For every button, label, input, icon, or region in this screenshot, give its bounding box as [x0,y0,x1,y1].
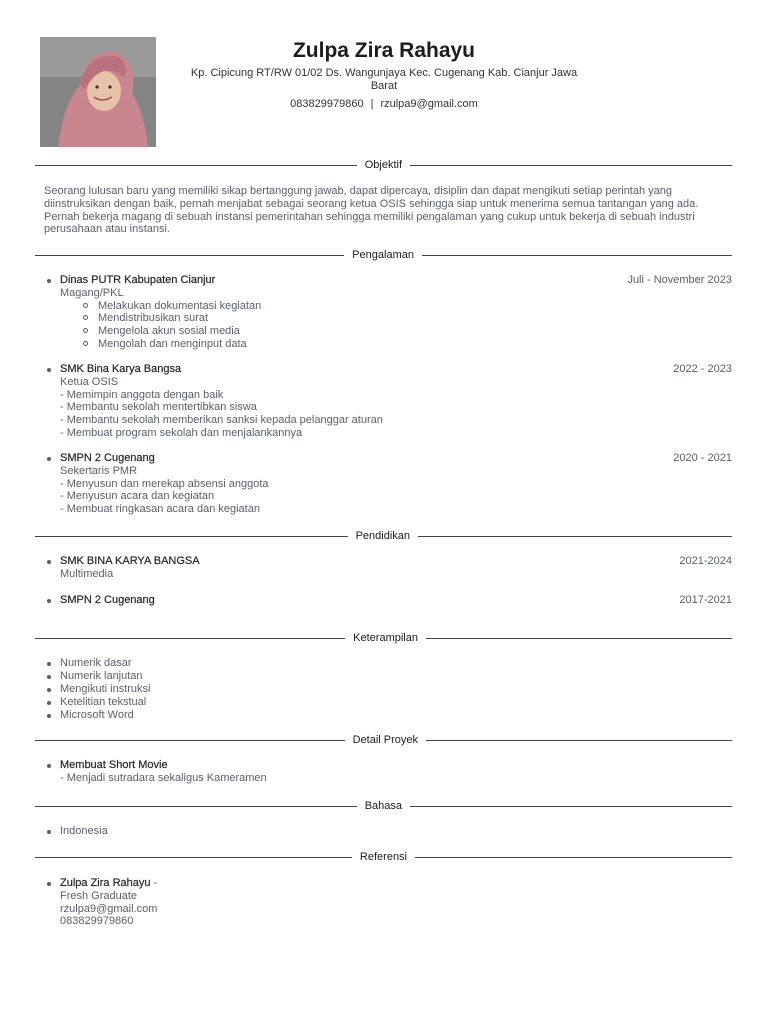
experience-date: 2020 - 2021 [673,452,732,464]
section-title: Referensi [359,851,407,863]
skill-item: Ketelitian tekstual [44,696,732,709]
experience-task: Mengolah dan menginput data [82,338,732,351]
education-school: SMPN 2 Cugenang [60,594,155,606]
experience-item [44,452,732,516]
experience-task: - Menyusun dan merekap absensi anggota [60,477,269,490]
section-referensi [35,850,732,864]
education-date: 2021-2024 [679,555,732,567]
experience-task: - Membantu sekolah mentertibkan siswa [60,401,257,414]
experience-task: - Membuat ringkasan acara dan kegiatan [60,503,260,516]
skills-list [44,657,732,722]
experience-org: SMK Bina Karya Bangsa [60,363,182,375]
education-major: Multimedia [60,567,114,580]
experience-role: Magang/PKL [60,286,124,299]
full-name: Zulpa Zira Rahayu [292,39,476,62]
experience-item [44,274,732,351]
profile-photo [40,37,156,147]
skill-item: Mengikuti instruksi [44,683,732,696]
education-date: 2017-2021 [679,594,732,606]
experience-role: Ketua OSIS [60,375,119,388]
skill-item: Microsoft Word [44,709,732,722]
project-title: Membuat Short Movie [60,759,168,771]
section-pengalaman [35,248,732,262]
section-title: Pendidikan [355,530,410,542]
experience-task: - Membuat program sekolah dan menjalankannya [60,426,303,439]
experience-org: SMPN 2 Cugenang [60,452,155,464]
section-bahasa [35,799,732,813]
section-title: Keterampilan [353,632,418,644]
reference-title: Fresh Graduate [60,889,138,902]
languages-list [44,825,732,838]
reference-phone: 083829979860 [60,915,134,928]
experience-task: - Membantu sekolah memberikan sanksi kepada pelanggar aturan [60,414,383,427]
objective-text: Seorang lulusan baru yang memiliki sikap bertanggung jawab, dapat dipercaya, disiplin dan dapat mengikuti setiap perintah yang diinstruksikan dengan baik, pernah menjabat sebagai seorang ketua OSIS sehingga siap untuk menerima semua tantangan yang ada. Pernah bekerja magang di sebuah instansi pemerintahan sehingga memiliki pengalaman yang cukup untuk bekerja di sebuah industri perusahaan atau instansi. [44,185,699,236]
experience-task: - Menyusun acara dan kegiatan [60,490,215,503]
experience-date: 2022 - 2023 [673,363,732,375]
experience-task: Mendistribusikan surat [82,312,732,325]
section-title: Bahasa [364,800,402,812]
project-desc: - Menjadi sutradara sekaligus Kameramen [60,771,267,784]
experience-org: Dinas PUTR Kabupaten Cianjur [60,274,216,286]
reference-name: Zulpa Zira Rahayu [60,877,151,889]
section-pendidikan [35,529,732,543]
section-proyek [35,733,732,747]
language-item: Indonesia [44,825,732,838]
resume-header [180,38,588,111]
experience-item [44,363,732,440]
reference-dash: - [150,877,158,889]
address: Kp. Cipicung RT/RW 01/02 Ds. Wangunjaya Kec. Cugenang Kab. Cianjur Jawa Barat [190,67,578,92]
contact-separator: | [370,98,374,110]
experience-task: Melakukan dokumentasi kegiatan [82,300,732,313]
contact-line [180,97,588,111]
skill-item: Numerik dasar [44,657,732,670]
education-item [44,594,732,607]
experience-task: Mengelola akun sosial media [82,325,732,338]
education-school: SMK BINA KARYA BANGSA [60,555,200,567]
section-keterampilan [35,631,732,645]
education-item [44,555,732,581]
section-title: Pengalaman [352,249,414,261]
reference-item [44,877,732,928]
reference-email: rzulpa9@gmail.com [60,902,158,915]
experience-task: - Memimpin anggota dengan baik [60,388,224,401]
section-objektif [35,158,732,172]
section-title: Objektif [364,159,402,171]
phone: 083829979860 [290,98,364,110]
experience-date: Juli - November 2023 [627,274,732,286]
section-title: Detail Proyek [352,734,418,746]
email: rzulpa9@gmail.com [380,98,478,110]
project-item [44,759,732,785]
experience-role: Sekertaris PMR [60,464,138,477]
experience-task-list [44,300,732,351]
skill-item: Numerik lanjutan [44,670,732,683]
